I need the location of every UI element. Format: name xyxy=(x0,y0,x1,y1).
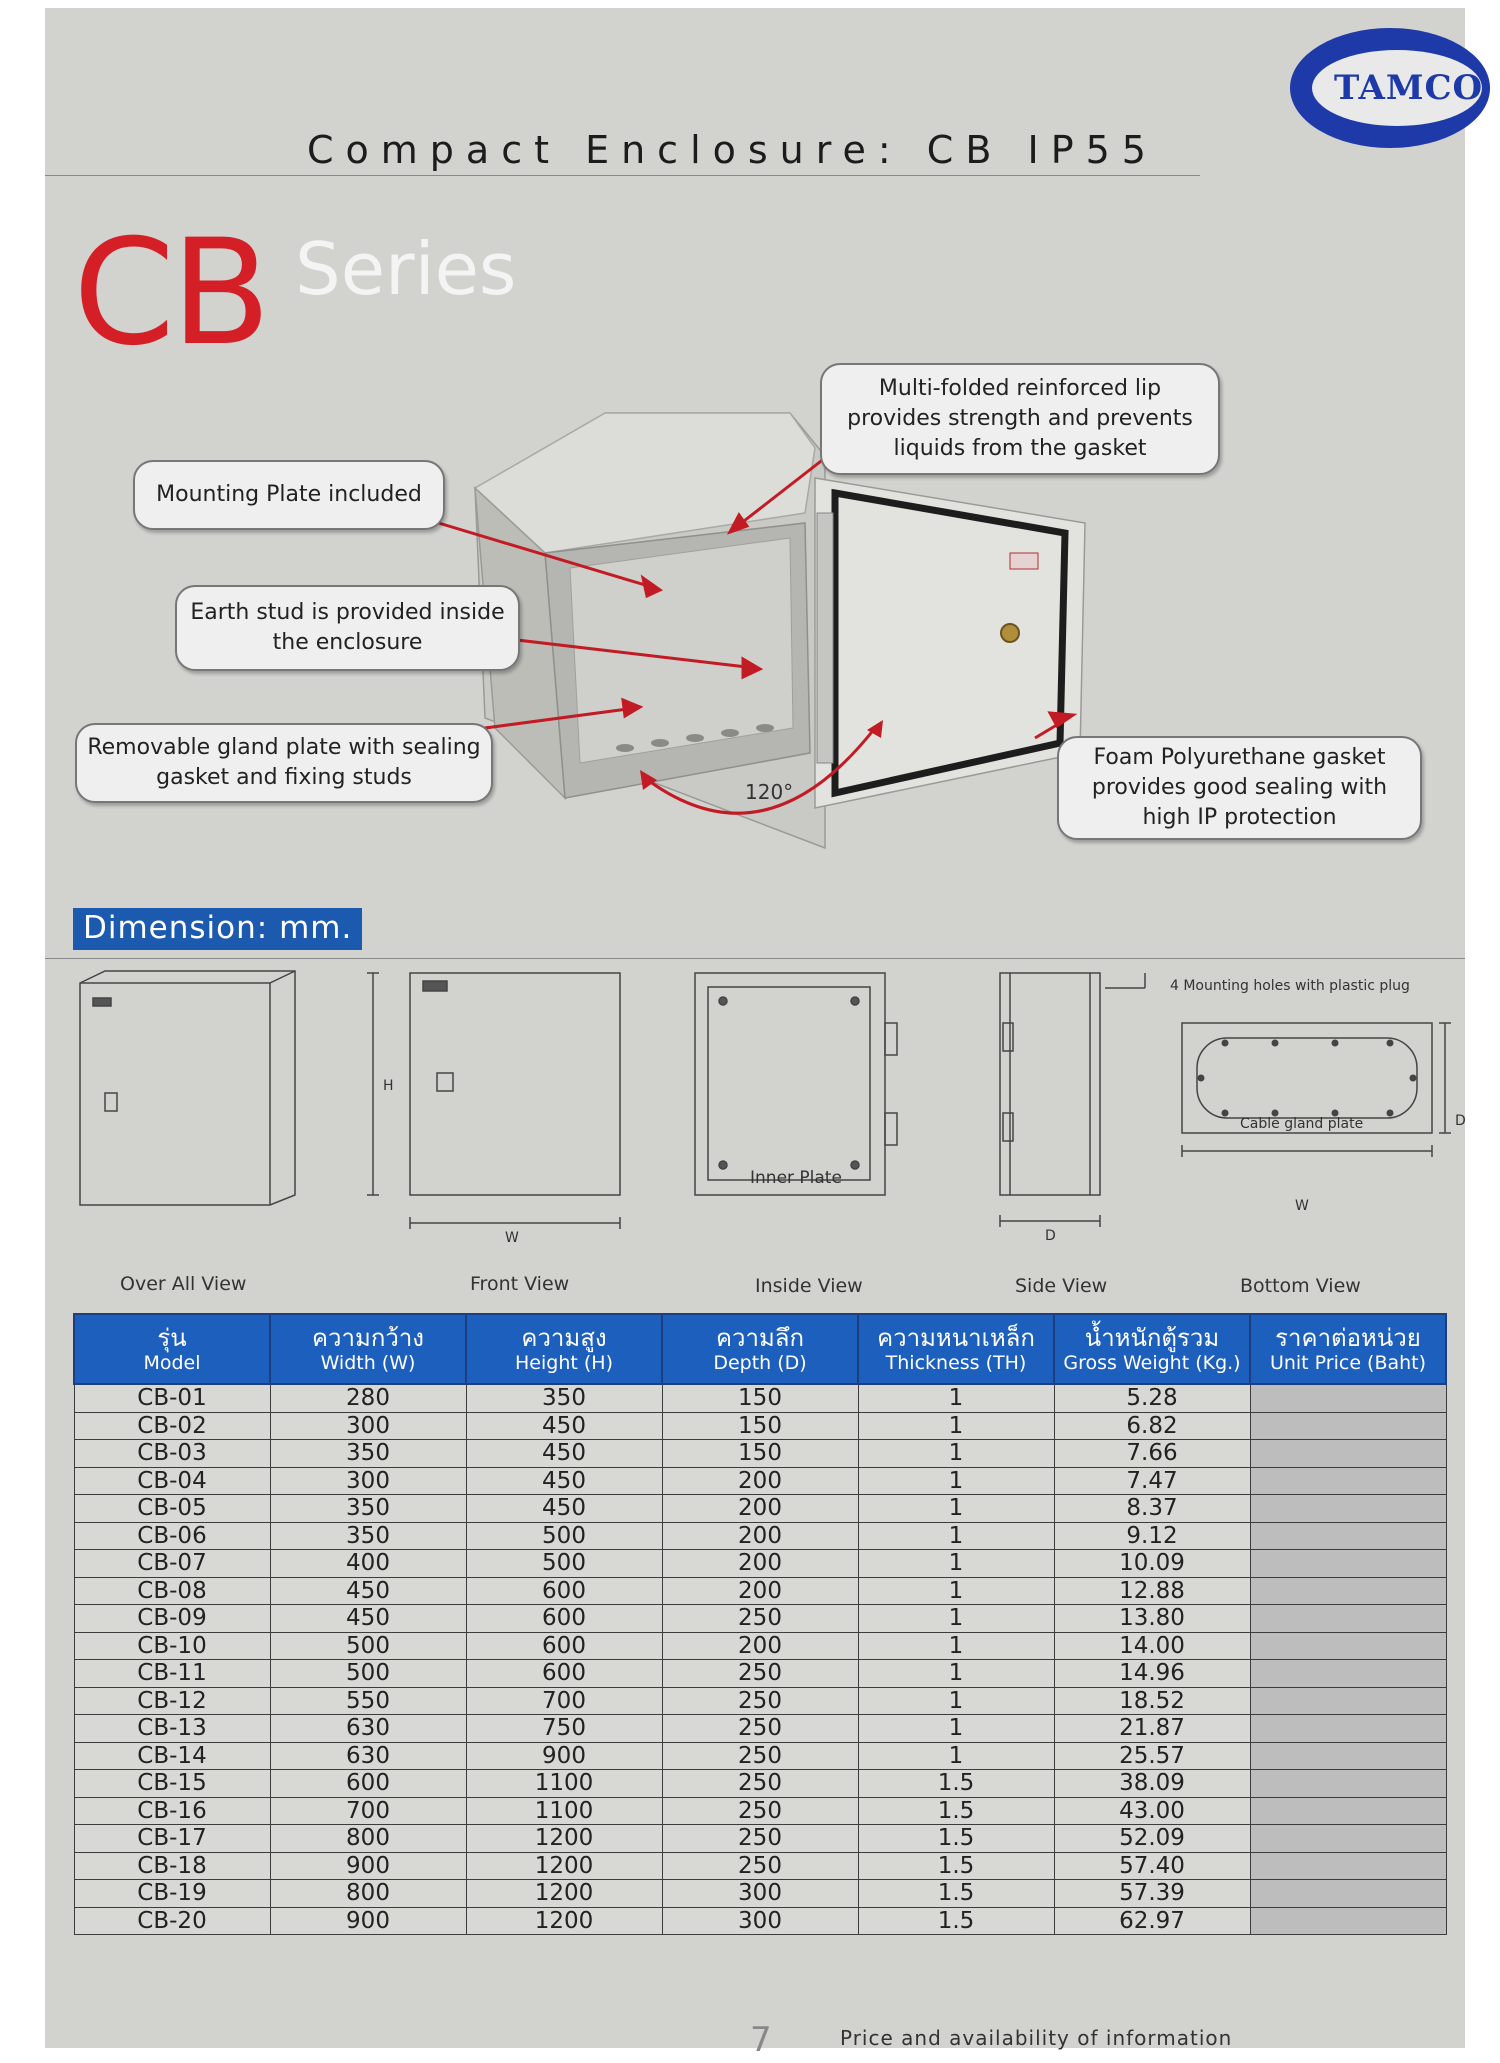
cell-gross-weight: 52.09 xyxy=(1054,1825,1250,1853)
cell-thickness: 1.5 xyxy=(858,1852,1054,1880)
cell-height: 600 xyxy=(466,1577,662,1605)
cell-height: 450 xyxy=(466,1467,662,1495)
cell-model: CB-03 xyxy=(74,1440,270,1468)
cell-model: CB-02 xyxy=(74,1412,270,1440)
cell-height: 750 xyxy=(466,1715,662,1743)
cell-gross-weight: 7.66 xyxy=(1054,1440,1250,1468)
cell-depth: 200 xyxy=(662,1632,858,1660)
cell-gross-weight: 7.47 xyxy=(1054,1467,1250,1495)
header-height: ความสูง Height (H) xyxy=(466,1314,662,1384)
cell-depth: 150 xyxy=(662,1440,858,1468)
table-row xyxy=(74,1550,1446,1578)
cell-unit-price xyxy=(1250,1687,1446,1715)
brand-series: Series xyxy=(295,227,517,311)
table-row xyxy=(74,1742,1446,1770)
cell-gross-weight: 12.88 xyxy=(1054,1577,1250,1605)
cell-model: CB-07 xyxy=(74,1550,270,1578)
spec-table-body xyxy=(74,1384,1446,1935)
cell-width: 450 xyxy=(270,1577,466,1605)
cell-model: CB-11 xyxy=(74,1660,270,1688)
cell-depth: 250 xyxy=(662,1825,858,1853)
cell-unit-price xyxy=(1250,1384,1446,1412)
cell-thickness: 1 xyxy=(858,1412,1054,1440)
cell-unit-price xyxy=(1250,1632,1446,1660)
catalog-page xyxy=(45,8,1484,2060)
cell-unit-price xyxy=(1250,1577,1446,1605)
footer-note: Price and availability of information xyxy=(840,2026,1233,2050)
table-row xyxy=(74,1467,1446,1495)
cell-height: 450 xyxy=(466,1412,662,1440)
cell-thickness: 1 xyxy=(858,1522,1054,1550)
page-title: Compact Enclosure: CB IP55 xyxy=(307,128,1158,172)
cell-unit-price xyxy=(1250,1495,1446,1523)
cell-model: CB-20 xyxy=(74,1907,270,1935)
cell-depth: 150 xyxy=(662,1384,858,1412)
cell-width: 500 xyxy=(270,1632,466,1660)
cell-height: 450 xyxy=(466,1440,662,1468)
dimension-heading: Dimension: mm. xyxy=(73,908,362,950)
cell-unit-price xyxy=(1250,1467,1446,1495)
cell-model: CB-18 xyxy=(74,1852,270,1880)
cell-gross-weight: 62.97 xyxy=(1054,1907,1250,1935)
cell-unit-price xyxy=(1250,1605,1446,1633)
cell-thickness: 1.5 xyxy=(858,1797,1054,1825)
cell-depth: 250 xyxy=(662,1852,858,1880)
cell-gross-weight: 43.00 xyxy=(1054,1797,1250,1825)
cell-height: 900 xyxy=(466,1742,662,1770)
cell-unit-price xyxy=(1250,1412,1446,1440)
dim-w-front-label: W xyxy=(505,1230,519,1246)
cell-thickness: 1 xyxy=(858,1495,1054,1523)
cell-unit-price xyxy=(1250,1880,1446,1908)
header-model: รุ่น Model xyxy=(74,1314,270,1384)
cell-unit-price xyxy=(1250,1550,1446,1578)
header-unit-price: ราคาต่อหน่วย Unit Price (Baht) xyxy=(1250,1314,1446,1384)
brand-cb: CB xyxy=(73,208,268,378)
cell-thickness: 1 xyxy=(858,1440,1054,1468)
cell-width: 450 xyxy=(270,1605,466,1633)
cell-depth: 200 xyxy=(662,1467,858,1495)
table-row xyxy=(74,1440,1446,1468)
table-row xyxy=(74,1632,1446,1660)
cell-unit-price xyxy=(1250,1522,1446,1550)
cell-gross-weight: 8.37 xyxy=(1054,1495,1250,1523)
cell-thickness: 1 xyxy=(858,1384,1054,1412)
cell-width: 400 xyxy=(270,1550,466,1578)
cell-unit-price xyxy=(1250,1660,1446,1688)
caption-front-view: Front View xyxy=(470,1273,570,1295)
caption-over-all-view: Over All View xyxy=(120,1273,247,1295)
cell-model: CB-12 xyxy=(74,1687,270,1715)
cell-gross-weight: 18.52 xyxy=(1054,1687,1250,1715)
cell-height: 600 xyxy=(466,1605,662,1633)
angle-label: 120° xyxy=(745,780,794,804)
dim-w-bottom-label: W xyxy=(1295,1198,1309,1214)
cell-width: 550 xyxy=(270,1687,466,1715)
cell-width: 350 xyxy=(270,1495,466,1523)
logo-text: TAMCO xyxy=(1334,68,1484,108)
cell-height: 1100 xyxy=(466,1770,662,1798)
mounting-holes-label: 4 Mounting holes with plastic plug xyxy=(1170,978,1410,994)
cell-width: 700 xyxy=(270,1797,466,1825)
cell-width: 630 xyxy=(270,1715,466,1743)
cell-unit-price xyxy=(1250,1852,1446,1880)
callout-earth-stud: Earth stud is provided inside the enclosure xyxy=(175,585,520,671)
table-row xyxy=(74,1825,1446,1853)
cell-width: 350 xyxy=(270,1440,466,1468)
cell-model: CB-04 xyxy=(74,1467,270,1495)
spec-table xyxy=(73,1313,1447,1935)
cell-gross-weight: 13.80 xyxy=(1054,1605,1250,1633)
cell-depth: 150 xyxy=(662,1412,858,1440)
cell-model: CB-16 xyxy=(74,1797,270,1825)
dim-d-bottom-label: D xyxy=(1455,1113,1466,1129)
cell-height: 600 xyxy=(466,1632,662,1660)
cell-width: 630 xyxy=(270,1742,466,1770)
cell-depth: 250 xyxy=(662,1660,858,1688)
table-row xyxy=(74,1384,1446,1412)
cell-gross-weight: 10.09 xyxy=(1054,1550,1250,1578)
table-header-row xyxy=(74,1314,1446,1384)
table-row xyxy=(74,1880,1446,1908)
cell-depth: 200 xyxy=(662,1550,858,1578)
cell-height: 500 xyxy=(466,1522,662,1550)
cell-width: 500 xyxy=(270,1660,466,1688)
callout-lip: Multi-folded reinforced lip provides strength and prevents liquids from the gasket xyxy=(820,363,1220,475)
cell-unit-price xyxy=(1250,1907,1446,1935)
cell-depth: 250 xyxy=(662,1605,858,1633)
cell-width: 900 xyxy=(270,1907,466,1935)
cell-depth: 200 xyxy=(662,1495,858,1523)
header-depth: ความลึก Depth (D) xyxy=(662,1314,858,1384)
cell-thickness: 1 xyxy=(858,1715,1054,1743)
dim-h-label: H xyxy=(383,1078,394,1094)
cell-gross-weight: 21.87 xyxy=(1054,1715,1250,1743)
cell-height: 1200 xyxy=(466,1880,662,1908)
cell-depth: 300 xyxy=(662,1907,858,1935)
cell-unit-price xyxy=(1250,1440,1446,1468)
cell-width: 300 xyxy=(270,1412,466,1440)
caption-inside-view: Inside View xyxy=(755,1275,863,1297)
cell-height: 350 xyxy=(466,1384,662,1412)
callout-arrows xyxy=(422,458,1073,738)
cell-model: CB-19 xyxy=(74,1880,270,1908)
cell-thickness: 1 xyxy=(858,1632,1054,1660)
cell-height: 1200 xyxy=(466,1852,662,1880)
table-row xyxy=(74,1412,1446,1440)
cable-gland-label: Cable gland plate xyxy=(1240,1116,1364,1132)
table-row xyxy=(74,1770,1446,1798)
table-row xyxy=(74,1495,1446,1523)
cell-thickness: 1 xyxy=(858,1605,1054,1633)
cell-gross-weight: 25.57 xyxy=(1054,1742,1250,1770)
cell-gross-weight: 14.96 xyxy=(1054,1660,1250,1688)
cell-thickness: 1.5 xyxy=(858,1907,1054,1935)
cell-model: CB-17 xyxy=(74,1825,270,1853)
cell-depth: 300 xyxy=(662,1880,858,1908)
cell-gross-weight: 6.82 xyxy=(1054,1412,1250,1440)
dimension-divider xyxy=(45,958,1465,959)
callout-gasket: Foam Polyurethane gasket provides good sealing with high IP protection xyxy=(1057,736,1422,840)
cell-model: CB-14 xyxy=(74,1742,270,1770)
table-row xyxy=(74,1852,1446,1880)
cell-unit-price xyxy=(1250,1715,1446,1743)
cell-unit-price xyxy=(1250,1742,1446,1770)
cell-model: CB-13 xyxy=(74,1715,270,1743)
dim-d-side-label: D xyxy=(1045,1228,1056,1244)
cell-depth: 250 xyxy=(662,1770,858,1798)
cell-height: 1200 xyxy=(466,1907,662,1935)
cell-depth: 200 xyxy=(662,1577,858,1605)
cell-width: 600 xyxy=(270,1770,466,1798)
cell-unit-price xyxy=(1250,1825,1446,1853)
cell-depth: 250 xyxy=(662,1687,858,1715)
cell-height: 600 xyxy=(466,1660,662,1688)
cell-width: 300 xyxy=(270,1467,466,1495)
cell-height: 1100 xyxy=(466,1797,662,1825)
cell-width: 280 xyxy=(270,1384,466,1412)
cell-model: CB-01 xyxy=(74,1384,270,1412)
table-row xyxy=(74,1687,1446,1715)
cell-model: CB-09 xyxy=(74,1605,270,1633)
table-row xyxy=(74,1715,1446,1743)
cell-gross-weight: 14.00 xyxy=(1054,1632,1250,1660)
cell-unit-price xyxy=(1250,1797,1446,1825)
cell-model: CB-10 xyxy=(74,1632,270,1660)
callout-gland-plate: Removable gland plate with sealing gasket and fixing studs xyxy=(75,723,493,803)
inner-plate-label: Inner Plate xyxy=(750,1168,842,1188)
cell-gross-weight: 38.09 xyxy=(1054,1770,1250,1798)
cell-thickness: 1.5 xyxy=(858,1770,1054,1798)
cell-depth: 250 xyxy=(662,1715,858,1743)
cell-depth: 250 xyxy=(662,1797,858,1825)
cell-gross-weight: 57.40 xyxy=(1054,1852,1250,1880)
cell-height: 700 xyxy=(466,1687,662,1715)
cell-width: 800 xyxy=(270,1880,466,1908)
cell-thickness: 1 xyxy=(858,1660,1054,1688)
header-width: ความกว้าง Width (W) xyxy=(270,1314,466,1384)
cell-gross-weight: 57.39 xyxy=(1054,1880,1250,1908)
cell-thickness: 1 xyxy=(858,1550,1054,1578)
cell-thickness: 1 xyxy=(858,1742,1054,1770)
cell-gross-weight: 5.28 xyxy=(1054,1384,1250,1412)
cell-unit-price xyxy=(1250,1770,1446,1798)
cell-gross-weight: 9.12 xyxy=(1054,1522,1250,1550)
cell-depth: 250 xyxy=(662,1742,858,1770)
table-row xyxy=(74,1660,1446,1688)
cell-thickness: 1 xyxy=(858,1687,1054,1715)
table-row xyxy=(74,1907,1446,1935)
table-row xyxy=(74,1522,1446,1550)
cell-width: 350 xyxy=(270,1522,466,1550)
page-number: 7 xyxy=(750,2020,772,2060)
cell-model: CB-06 xyxy=(74,1522,270,1550)
cell-model: CB-05 xyxy=(74,1495,270,1523)
callout-mounting-plate: Mounting Plate included xyxy=(133,460,445,530)
cell-width: 900 xyxy=(270,1852,466,1880)
cell-model: CB-08 xyxy=(74,1577,270,1605)
cell-thickness: 1 xyxy=(858,1577,1054,1605)
table-row xyxy=(74,1577,1446,1605)
cell-height: 500 xyxy=(466,1550,662,1578)
header-thickness: ความหนาเหล็ก Thickness (TH) xyxy=(858,1314,1054,1384)
header-gross-weight: น้ำหนักตู้รวม Gross Weight (Kg.) xyxy=(1054,1314,1250,1384)
cell-depth: 200 xyxy=(662,1522,858,1550)
cell-height: 450 xyxy=(466,1495,662,1523)
cell-model: CB-15 xyxy=(74,1770,270,1798)
caption-side-view: Side View xyxy=(1015,1275,1108,1297)
cell-height: 1200 xyxy=(466,1825,662,1853)
cell-thickness: 1 xyxy=(858,1467,1054,1495)
table-row xyxy=(74,1797,1446,1825)
cell-thickness: 1.5 xyxy=(858,1825,1054,1853)
cell-thickness: 1.5 xyxy=(858,1880,1054,1908)
cell-width: 800 xyxy=(270,1825,466,1853)
table-row xyxy=(74,1605,1446,1633)
caption-bottom-view: Bottom View xyxy=(1240,1275,1361,1297)
